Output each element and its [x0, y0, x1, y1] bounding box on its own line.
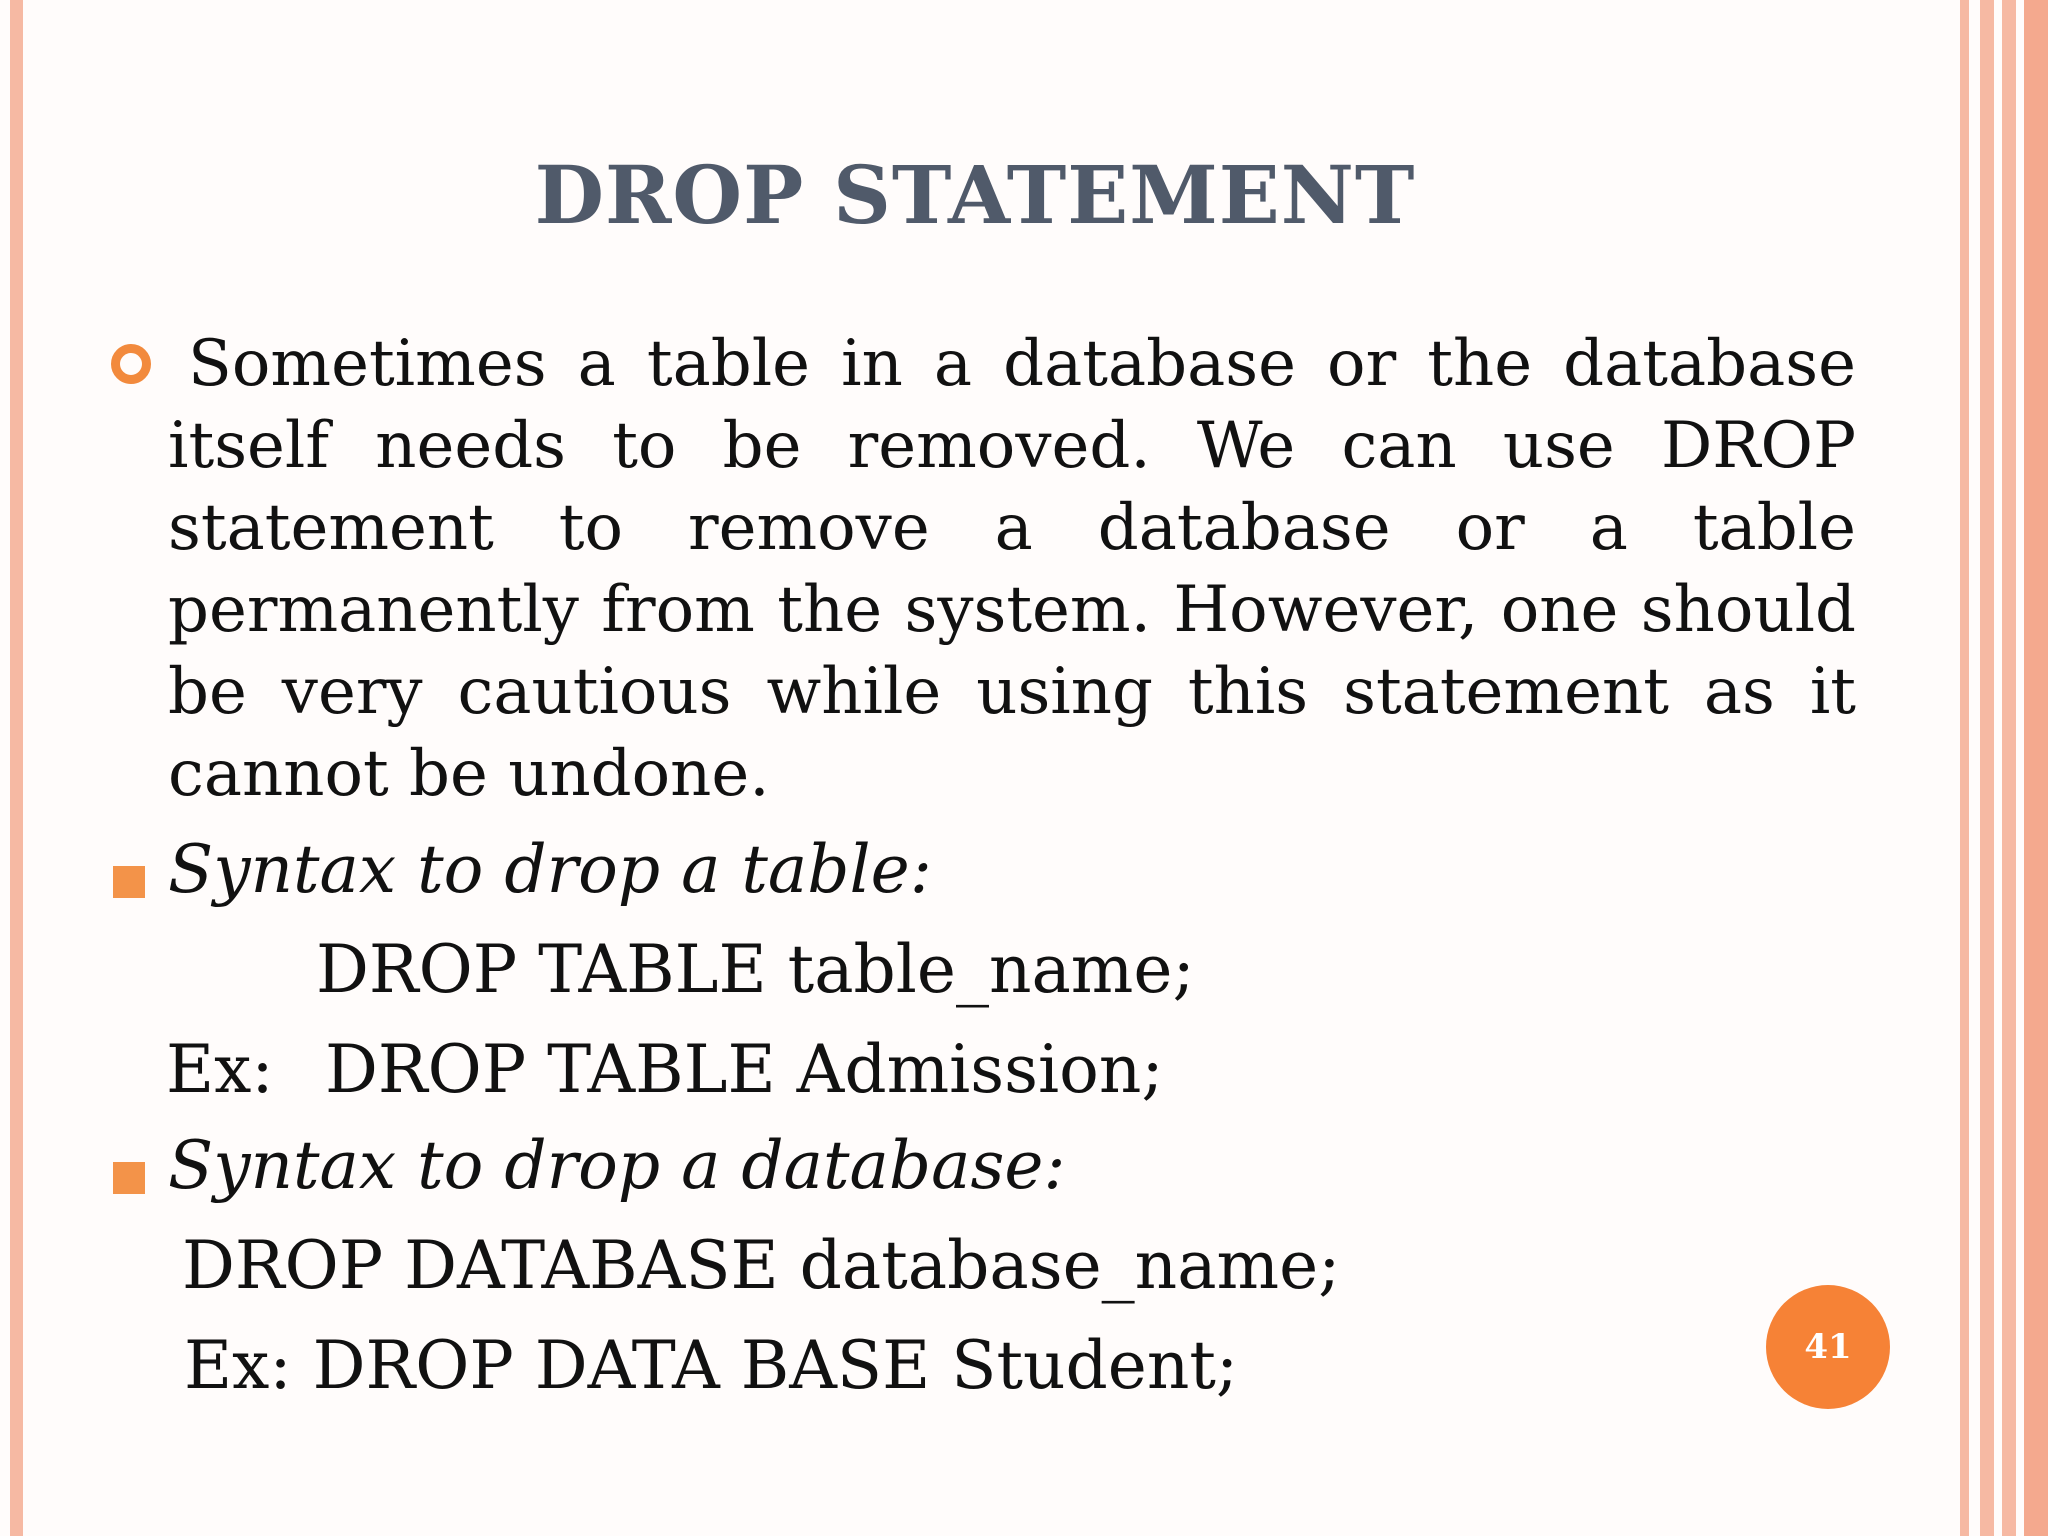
right-border-stripe-2: [1980, 0, 1994, 1536]
table-example-prefix: Ex:: [166, 1031, 274, 1108]
table-syntax: DROP TABLE table_name;: [316, 931, 1195, 1008]
square-bullet-icon: [113, 1162, 145, 1194]
ring-bullet-icon: [111, 344, 151, 384]
db-example: Ex: DROP DATA BASE Student;: [184, 1327, 1239, 1404]
intro-paragraph-rest: itself needs to be removed. We can use DROP statement to remove a database or a table permanently from the system. However, one should be very cautious while using this statement as it cannot be undone.: [168, 409, 1856, 811]
right-border-stripe-4: [2024, 0, 2048, 1536]
intro-paragraph: [168, 323, 1856, 815]
right-border-stripe-3: [2002, 0, 2016, 1536]
right-border-stripe-1: [1960, 0, 1969, 1536]
square-bullet-icon: [113, 866, 145, 898]
page-number-badge: [1766, 1285, 1890, 1409]
table-example: DROP TABLE Admission;: [325, 1031, 1164, 1108]
slide-title: DROP STATEMENT: [534, 148, 1416, 242]
db-syntax: DROP DATABASE database_name;: [182, 1227, 1341, 1304]
intro-paragraph-line1: Sometimes a table in a database or the database: [188, 327, 1856, 401]
page-number: 41: [1804, 1327, 1852, 1367]
db-syntax-label: Syntax to drop a database:: [168, 1127, 1066, 1204]
table-syntax-label: Syntax to drop a table:: [168, 831, 932, 908]
